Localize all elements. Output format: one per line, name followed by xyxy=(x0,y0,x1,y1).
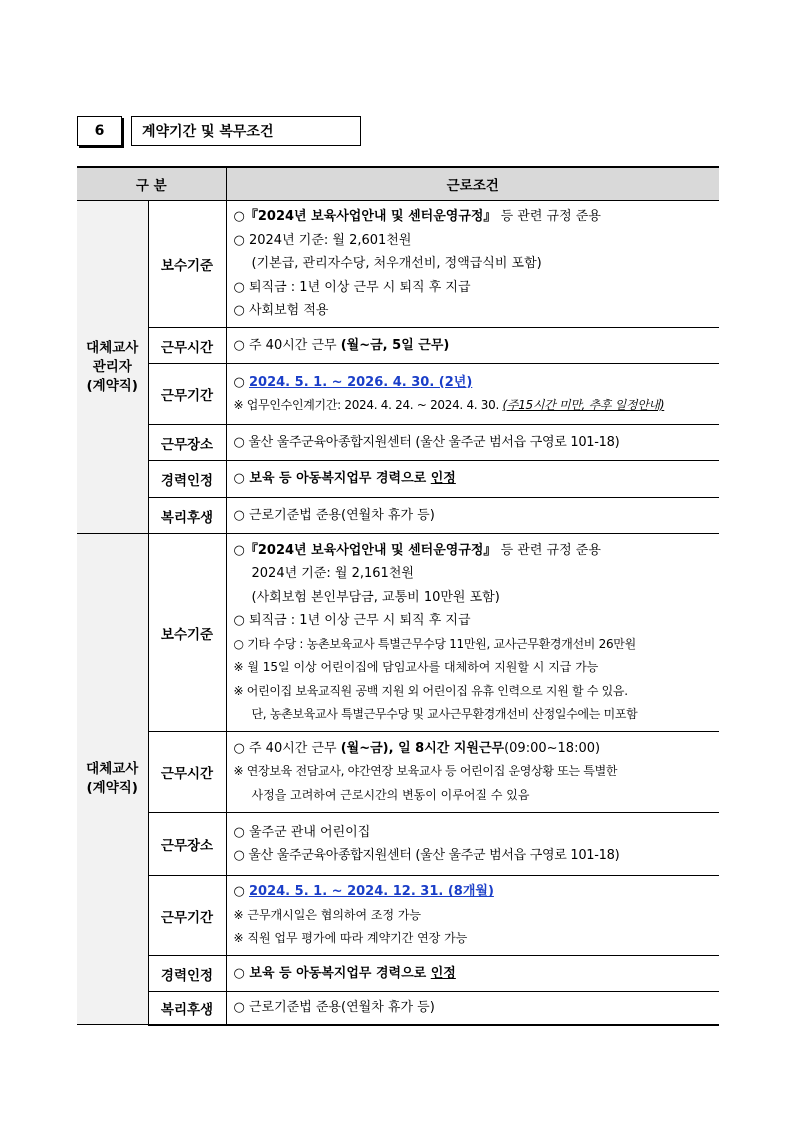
g1-period-label: 근무기간 xyxy=(148,364,226,425)
g2-welfare-label: 복리후생 xyxy=(148,992,226,1025)
g1-hours-label: 근무시간 xyxy=(148,328,226,364)
g1-period-content: ○ 2024. 5. 1. ~ 2026. 4. 30. (2년) ※ 업무인수인계기간: 2024. 4. 24. ~ 2024. 4. 30. (주15시간 미만, 추후 일정안내) xyxy=(226,364,719,425)
g2-welfare-content: ○ 근로기준법 준용(연월차 휴가 등) xyxy=(226,992,719,1025)
g2-career-label: 경력인정 xyxy=(148,956,226,992)
g2-pay-content: ○『2024년 보육사업안내 및 센터운영규정』 등 관련 규정 준용 2024년 기준: 월 2,161천원 (사회보험 본인부담금, 교통비 10만원 포함) ○ 퇴직금 : 1년 이상 근무 시 퇴직 후 지급 ○ 기타 수당 : 농촌보육교사 특별근무수당 11만원, 교사근무환경개선비 26만원 ※ 월 15일 이상 어린이집에 담임교사를 대체하여 지원할 시 지급 가능 ※ 어린이집 보육교직원 공백 지원 외 어린이집 유휴 인력으로 지원 할 수 있음. 단, 농촌보육교사 특별근무수당 및 교사근무환경개선비 산정일수에는 미포함 xyxy=(226,534,719,732)
g1-welfare-content: ○ 근로기준법 준용(연월차 휴가 등) xyxy=(226,498,719,534)
g2-pay-label: 보수기준 xyxy=(148,534,226,732)
g1-welfare-label: 복리후생 xyxy=(148,498,226,534)
header-category: 구 분 xyxy=(77,167,226,201)
g1-pay-content: ○『2024년 보육사업안내 및 센터운영규정』 등 관련 규정 준용 ○ 2024년 기준: 월 2,601천원 (기본급, 관리자수당, 처우개선비, 정액급식비 포함) ○ 퇴직금 : 1년 이상 근무 시 퇴직 후 지급 ○ 사회보험 적용 xyxy=(226,201,719,328)
g2-hours-content: ○ 주 40시간 근무 (월~금), 일 8시간 지원근무(09:00~18:00) ※ 연장보육 전담교사, 야간연장 보육교사 등 어린이집 운영상황 또는 특별한 사정을 고려하여 근로시간의 변동이 이루어질 수 있음 xyxy=(226,732,719,813)
section-number: 6 xyxy=(77,116,122,146)
g1-place-content: ○ 울산 울주군육아종합지원센터 (울산 울주군 범서읍 구영로 101-18) xyxy=(226,425,719,461)
g2-career-content: ○ 보육 등 아동복지업무 경력으로 인정 xyxy=(226,956,719,992)
g2-place-label: 근무장소 xyxy=(148,813,226,876)
g2-place-content: ○ 울주군 관내 어린이집 ○ 울산 울주군육아종합지원센터 (울산 울주군 범서읍 구영로 101-18) xyxy=(226,813,719,876)
section-title: 계약기간 및 복무조건 xyxy=(131,116,361,146)
g2-hours-label: 근무시간 xyxy=(148,732,226,813)
category-substitute-manager: 대체교사 관리자 (계약직) xyxy=(77,201,148,534)
g1-place-label: 근무장소 xyxy=(148,425,226,461)
g1-career-content: ○ 보육 등 아동복지업무 경력으로 인정 xyxy=(226,461,719,498)
conditions-table xyxy=(77,166,719,1026)
g2-period-label: 근무기간 xyxy=(148,876,226,956)
header-conditions: 근로조건 xyxy=(226,167,719,201)
g2-period-content: ○ 2024. 5. 1. ~ 2024. 12. 31. (8개월) ※ 근무개시일은 협의하여 조정 가능 ※ 직원 업무 평가에 따라 계약기간 연장 가능 xyxy=(226,876,719,956)
g1-pay-label: 보수기준 xyxy=(148,201,226,328)
category-substitute-teacher: 대체교사 (계약직) xyxy=(77,534,148,1025)
g1-hours-content: ○ 주 40시간 근무 (월~금, 5일 근무) xyxy=(226,328,719,364)
g1-career-label: 경력인정 xyxy=(148,461,226,498)
